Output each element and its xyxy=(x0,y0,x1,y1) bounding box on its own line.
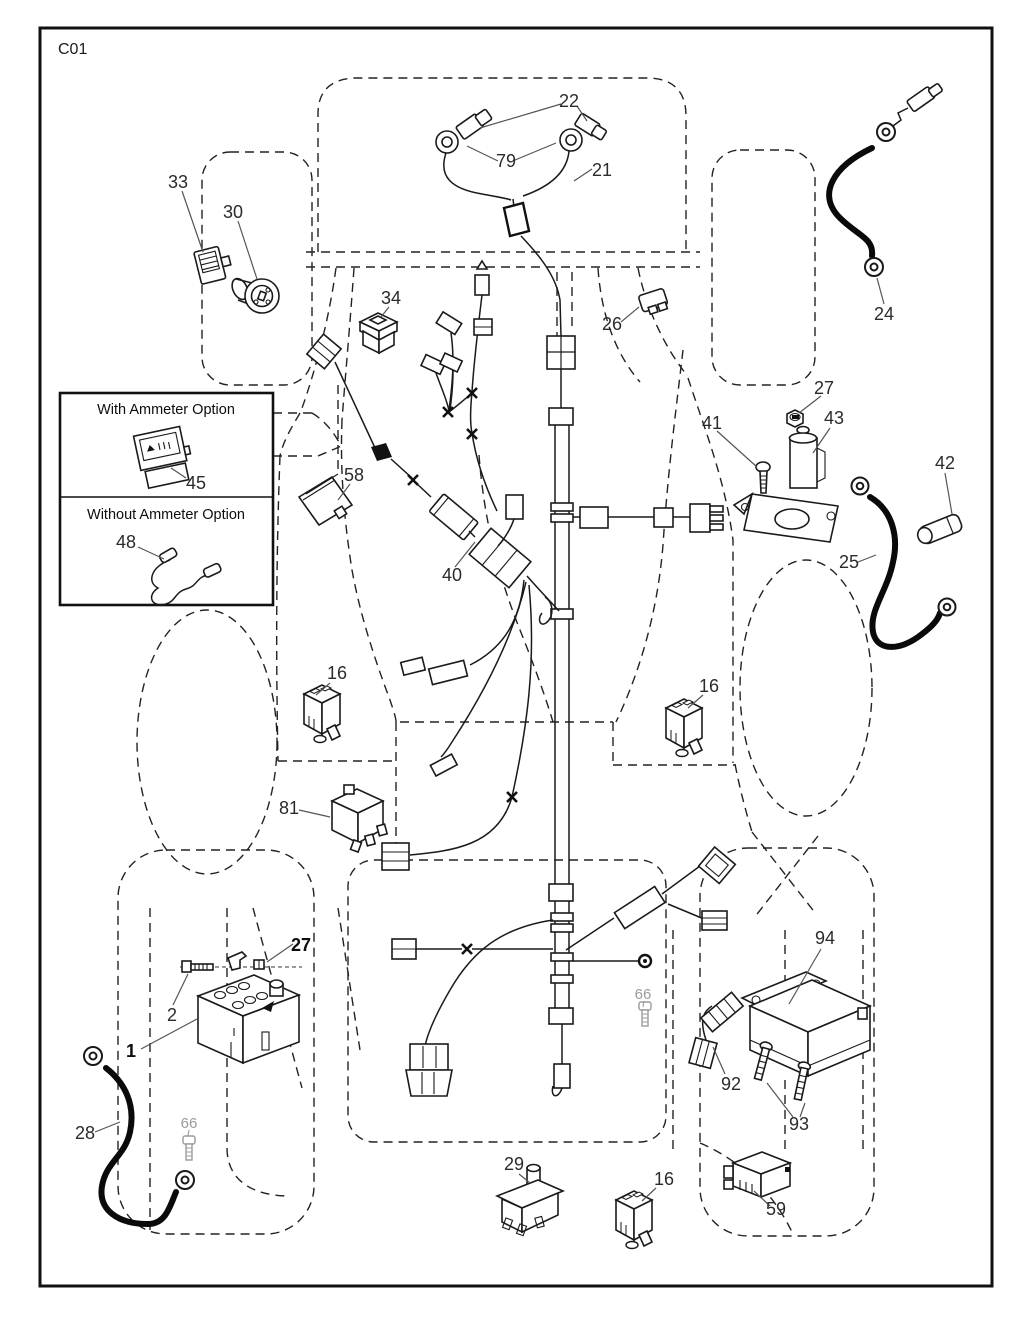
headlight-harness xyxy=(436,107,608,336)
part-label-93: 93 xyxy=(788,1114,810,1134)
part-label-1: 1 xyxy=(125,1041,137,1061)
fuse-26 xyxy=(638,288,669,316)
terminal-boot-42 xyxy=(915,513,963,547)
part-label-81: 81 xyxy=(278,798,300,818)
part-label-16-bottom: 16 xyxy=(653,1169,675,1189)
part-label-34: 34 xyxy=(380,288,402,308)
part-label-2: 2 xyxy=(166,1005,178,1025)
part-label-33: 33 xyxy=(167,172,189,192)
part-label-92: 92 xyxy=(720,1074,742,1094)
nut-27-right xyxy=(787,410,803,427)
part-label-16-left: 16 xyxy=(326,663,348,683)
starter-solenoid-43 xyxy=(734,427,838,543)
plunger-switch-16-bottom xyxy=(616,1191,652,1249)
part-label-24: 24 xyxy=(873,304,895,324)
battery-bolt-2 xyxy=(180,952,302,972)
part-label-29: 29 xyxy=(503,1154,525,1174)
ground-cable-24 xyxy=(829,81,943,276)
harness-branch-solenoid xyxy=(573,504,723,532)
part-label-58: 58 xyxy=(343,465,365,485)
ground-cable-25 xyxy=(852,478,956,647)
part-label-27-battery: 27 xyxy=(290,935,312,955)
part-label-79: 79 xyxy=(495,151,517,171)
bolt-41 xyxy=(756,462,770,493)
main-wiring-harness xyxy=(307,107,736,1096)
seat-pan-outline xyxy=(348,860,666,1142)
resistor-assembly-92 xyxy=(689,992,743,1068)
components xyxy=(180,244,963,1248)
relay-81 xyxy=(332,785,387,852)
part-label-27-right: 27 xyxy=(813,378,835,398)
part-label-28: 28 xyxy=(74,1123,96,1143)
inset-with-ammeter-label: With Ammeter Option xyxy=(97,402,235,418)
module-59 xyxy=(724,1152,790,1197)
part-label-26: 26 xyxy=(601,314,623,334)
part-label-43: 43 xyxy=(823,408,845,428)
part-label-59: 59 xyxy=(765,1199,787,1219)
part-label-42: 42 xyxy=(934,453,956,473)
ammeter-option-inset xyxy=(60,393,273,605)
part-label-22: 22 xyxy=(558,91,580,111)
battery-cable-28 xyxy=(84,1047,194,1224)
part-label-66-center: 66 xyxy=(634,986,652,1003)
inset-border xyxy=(60,393,273,605)
headlight-switch-34 xyxy=(360,313,397,353)
headlight-bulb-left xyxy=(456,107,493,139)
part-label-16-right: 16 xyxy=(698,676,720,696)
part-label-30: 30 xyxy=(222,202,244,222)
part-label-94: 94 xyxy=(814,928,836,948)
part-label-66-left: 66 xyxy=(180,1115,198,1132)
plunger-switch-16-right xyxy=(666,699,702,757)
part-label-41: 41 xyxy=(701,413,723,433)
battery-1 xyxy=(198,975,299,1063)
harness-40-assembly xyxy=(307,261,559,870)
page-code: C01 xyxy=(58,41,88,58)
interlock-module-33 xyxy=(194,244,234,284)
screw-66-left xyxy=(183,1136,195,1160)
left-wheel-arch xyxy=(137,610,277,874)
part-label-25: 25 xyxy=(838,552,860,572)
seat-switch-29 xyxy=(497,1165,563,1236)
inset-without-ammeter-label: Without Ammeter Option xyxy=(87,507,245,523)
right-fender-top-outline xyxy=(712,150,815,385)
part-label-40: 40 xyxy=(441,565,463,585)
part-label-48: 48 xyxy=(115,532,137,552)
headlight-plug xyxy=(504,203,529,236)
screw-66-center xyxy=(639,1002,651,1026)
right-wheel-arch xyxy=(740,560,872,816)
ignition-switch-30 xyxy=(229,276,279,313)
part-label-21: 21 xyxy=(591,160,613,180)
part-label-45: 45 xyxy=(185,473,207,493)
plunger-switch-16-left xyxy=(304,685,340,743)
